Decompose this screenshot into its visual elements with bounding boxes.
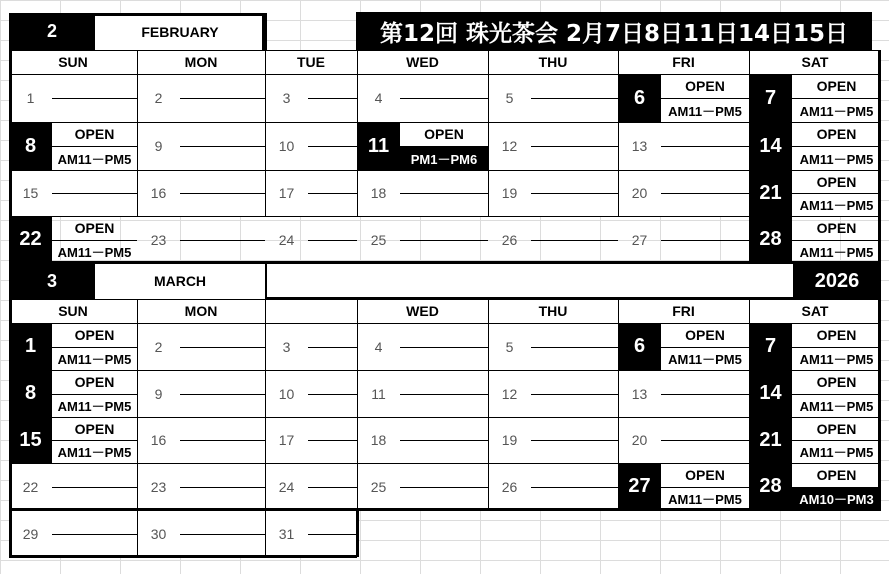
feb-weekday-5: FRI	[672, 54, 695, 70]
mar-day-21-number: 21	[759, 428, 782, 451]
feb-month-number: 2	[46, 21, 57, 41]
mar-day-14-number: 14	[759, 382, 782, 404]
feb-weekday-6: SAT	[801, 54, 829, 70]
mar-weekday-top-line	[9, 299, 881, 300]
mar-day-3-split	[308, 347, 357, 348]
feb-day-8-number: 8	[24, 134, 37, 157]
mar-day-30-number: 30	[150, 525, 167, 542]
feb-day-9-split	[180, 146, 265, 147]
mar-last-row-col-line-1	[137, 510, 138, 557]
mar-col-line-4	[488, 299, 489, 510]
feb-day-1-split	[52, 98, 137, 99]
mar-day-22-split	[52, 487, 137, 488]
mar-day-21-hours: AM11－PM5	[799, 445, 874, 460]
mar-header-blank	[265, 263, 793, 299]
mar-day-14-open-label: OPEN	[816, 374, 857, 390]
mar-col-line-1	[137, 299, 138, 510]
mar-last-row-outline-right	[356, 510, 359, 557]
feb-day-6-hours: AM11－PM5	[668, 103, 742, 119]
feb-day-8-hours: AM11－PM5	[57, 151, 132, 167]
mar-day-29-split	[52, 534, 137, 535]
feb-day-22-number: 22	[19, 228, 42, 250]
feb-header-divider	[264, 13, 267, 50]
mar-day-20-split	[661, 440, 749, 441]
feb-day-4-split	[400, 98, 488, 99]
feb-day-21-split	[792, 193, 881, 194]
mar-day-23-number: 23	[150, 478, 167, 495]
feb-day-27-number: 27	[631, 231, 648, 248]
mar-day-18-split	[400, 440, 488, 441]
mar-day-6-hours: AM11－PM5	[668, 352, 742, 367]
feb-day-20-number: 20	[631, 185, 648, 201]
feb-day-18-number: 18	[370, 185, 387, 201]
feb-day-19-number: 19	[501, 185, 518, 201]
feb-day-15-split	[52, 193, 137, 194]
feb-day-28-number: 28	[759, 228, 782, 250]
feb-day-16-split	[180, 193, 265, 194]
mar-day-7-split	[792, 347, 881, 348]
year-label: 2026	[814, 269, 860, 292]
mar-weekday-2	[265, 299, 357, 323]
feb-day-4-number: 4	[374, 90, 383, 106]
feb-day-22-open-label: OPEN	[74, 220, 115, 236]
mar-day-7-hours: AM11－PM5	[799, 352, 874, 367]
mar-day-20-number: 20	[631, 432, 648, 448]
feb-day-21-number: 21	[759, 181, 782, 204]
feb-day-13-split	[661, 146, 749, 147]
mar-last-row-outline-bottom	[9, 555, 357, 558]
mar-col-line-2	[265, 299, 266, 510]
feb-col-line-4	[488, 50, 489, 216]
feb-day-14-open-label: OPEN	[816, 126, 857, 142]
mar-day-8-split	[52, 394, 137, 395]
mar-day-24-split	[308, 487, 357, 488]
feb-day-1-number: 1	[26, 90, 35, 106]
mar-col-line-6	[749, 299, 750, 510]
mar-outline-right	[878, 299, 881, 510]
feb-day-25-number: 25	[370, 231, 387, 248]
mar-day-24-number: 24	[278, 478, 295, 495]
mar-day-15-open-label: OPEN	[74, 420, 115, 437]
feb-day-14-hours: AM11－PM5	[799, 151, 874, 167]
mar-day-7-number: 7	[764, 335, 777, 357]
mar-day-6-split	[661, 347, 749, 348]
mar-day-31-number: 31	[278, 525, 295, 542]
feb-day-2-split	[180, 98, 265, 99]
mar-day-15-number: 15	[19, 428, 42, 451]
mar-day-27-open-label: OPEN	[685, 467, 725, 483]
feb-day-8-split	[52, 146, 137, 147]
mar-day-9-split	[180, 394, 265, 395]
mar-day-15-hours: AM11－PM5	[57, 445, 132, 460]
feb-month-name: FEBRUARY	[141, 23, 219, 40]
feb-day-28-hours: AM11－PM5	[799, 245, 874, 260]
mar-day-5-number: 5	[505, 338, 514, 355]
mar-day-17-number: 17	[278, 432, 295, 448]
feb-day-18-split	[400, 193, 488, 194]
mar-day-9-number: 9	[154, 385, 163, 402]
mar-weekday-1: MON	[184, 303, 218, 319]
mar-day-21-split	[792, 440, 881, 441]
mar-weekday-5: FRI	[672, 303, 695, 319]
mar-day-28-hours: AM10－PM3	[799, 492, 874, 507]
feb-day-21-hours: AM11－PM5	[799, 198, 874, 213]
mar-outline-left	[9, 299, 12, 557]
mar-day-8-number: 8	[24, 382, 37, 404]
feb-col-line-1	[137, 50, 138, 216]
mar-day-29-number: 29	[22, 525, 39, 542]
mar-day-8-open-label: OPEN	[74, 374, 115, 390]
feb-day-15-number: 15	[22, 185, 39, 201]
feb-day-11-open-label: OPEN	[424, 126, 464, 142]
mar-month-name: MARCH	[153, 273, 207, 289]
feb-day-25-split	[400, 240, 488, 241]
mar-col-line-3	[357, 299, 358, 510]
feb-weekday-1: MON	[184, 54, 218, 70]
mar-day-19-number: 19	[501, 432, 518, 448]
feb-day-12-number: 12	[501, 138, 518, 154]
mar-weekday-3: WED	[406, 303, 439, 319]
mar-day-11-split	[400, 394, 488, 395]
mar-day-4-number: 4	[374, 338, 383, 355]
feb-weekday-2: TUE	[297, 54, 325, 70]
feb-day-26-number: 26	[501, 231, 518, 248]
mar-outline-bottom	[9, 508, 881, 511]
feb-day-19-split	[531, 193, 618, 194]
mar-day-1-split	[52, 347, 137, 348]
feb-day-11-hours: PM1－PM6	[410, 151, 478, 167]
feb-day-9-number: 9	[154, 138, 163, 154]
feb-weekday-4: THU	[538, 54, 568, 70]
mar-day-27-split	[661, 487, 749, 488]
feb-day-3-number: 3	[282, 90, 291, 106]
mar-day-30-split	[180, 534, 265, 535]
feb-day-17-number: 17	[278, 185, 295, 201]
mar-day-2-number: 2	[154, 338, 163, 355]
mar-day-1-number: 1	[24, 335, 37, 357]
mar-last-row-col-line-2	[265, 510, 266, 557]
feb-day-21-open-label: OPEN	[816, 173, 857, 190]
mar-day-16-number: 16	[150, 432, 167, 448]
title-text: 第12回 珠光茶会 2月7日8日11日14日15日	[379, 20, 849, 47]
mar-day-7-open-label: OPEN	[816, 327, 857, 343]
mar-day-8-hours: AM11－PM5	[57, 399, 132, 414]
feb-day-20-split	[661, 193, 749, 194]
mar-day-27-hours: AM11－PM5	[668, 492, 742, 507]
feb-day-7-number: 7	[764, 86, 777, 109]
feb-day-14-number: 14	[759, 134, 782, 157]
mar-day-22-number: 22	[22, 478, 39, 495]
mar-day-6-number: 6	[633, 335, 646, 357]
feb-day-24-number: 24	[278, 231, 295, 248]
feb-day-10-number: 10	[278, 138, 295, 154]
feb-outline-right	[878, 50, 881, 263]
feb-weekday-3: WED	[406, 54, 439, 70]
mar-day-15-split	[52, 440, 137, 441]
feb-col-line-2	[265, 50, 266, 216]
mar-day-14-hours: AM11－PM5	[799, 399, 874, 414]
feb-day-5-split	[531, 98, 618, 99]
feb-day-10-split	[308, 146, 357, 147]
feb-day-13-number: 13	[631, 138, 648, 154]
feb-day-5-number: 5	[505, 90, 514, 106]
mar-day-2-split	[180, 347, 265, 348]
mar-day-19-split	[531, 440, 618, 441]
feb-day-22-split	[52, 240, 137, 241]
mar-day-25-split	[400, 487, 488, 488]
mar-day-26-split	[531, 487, 618, 488]
mar-day-13-number: 13	[631, 385, 648, 402]
mar-month-number: 3	[46, 270, 57, 291]
mar-weekday-0: SUN	[58, 303, 88, 319]
mar-day-28-split	[792, 487, 881, 488]
mar-day-21-open-label: OPEN	[816, 420, 857, 437]
mar-day-4-split	[400, 347, 488, 348]
mar-col-line-5	[618, 299, 619, 510]
feb-col-line-3	[357, 50, 358, 216]
feb-col-line-6	[749, 50, 750, 216]
feb-day-14-split	[792, 146, 881, 147]
feb-col-line-5	[618, 50, 619, 216]
feb-day-7-split	[792, 98, 881, 99]
mar-day-11-number: 11	[371, 385, 386, 402]
feb-day-6-open-label: OPEN	[685, 78, 725, 94]
mar-day-23-split	[180, 487, 265, 488]
feb-day-8-open-label: OPEN	[74, 126, 115, 142]
mar-day-5-split	[531, 347, 618, 348]
mar-day-1-hours: AM11－PM5	[57, 352, 132, 367]
feb-outline-bottom	[9, 261, 881, 264]
feb-weekday-0: SUN	[58, 54, 88, 70]
mar-day-6-open-label: OPEN	[685, 327, 725, 343]
mar-day-26-number: 26	[501, 478, 518, 495]
mar-day-3-number: 3	[282, 338, 291, 355]
mar-weekday-4: THU	[538, 303, 568, 319]
mar-day-16-split	[180, 440, 265, 441]
feb-day-27-split	[661, 240, 749, 241]
mar-day-12-split	[531, 394, 618, 395]
mar-day-13-split	[661, 394, 749, 395]
mar-day-17-split	[308, 440, 357, 441]
mar-day-14-split	[792, 394, 881, 395]
mar-day-12-number: 12	[501, 385, 518, 402]
feb-day-11-split	[400, 146, 488, 147]
feb-day-12-split	[531, 146, 618, 147]
mar-day-28-open-label: OPEN	[816, 467, 857, 483]
mar-day-31-split	[308, 534, 357, 535]
mar-day-1-open-label: OPEN	[74, 327, 115, 343]
mar-weekday-6: SAT	[801, 303, 829, 319]
mar-day-25-number: 25	[370, 478, 387, 495]
feb-day-24-split	[308, 240, 357, 241]
feb-day-6-split	[661, 98, 749, 99]
feb-day-26-split	[531, 240, 618, 241]
feb-day-17-split	[308, 193, 357, 194]
mar-day-18-number: 18	[370, 432, 387, 448]
feb-day-16-number: 16	[150, 185, 167, 201]
feb-day-28-open-label: OPEN	[816, 220, 857, 236]
feb-outline-left	[9, 50, 12, 263]
feb-day-11-number: 11	[367, 134, 390, 157]
feb-day-3-split	[308, 98, 357, 99]
feb-weekday-top-line	[9, 50, 881, 51]
feb-day-28-split	[792, 240, 881, 241]
feb-day-22-hours: AM11－PM5	[57, 245, 132, 260]
feb-day-23-split	[180, 240, 265, 241]
feb-day-2-number: 2	[154, 90, 163, 106]
mar-day-10-split	[308, 394, 357, 395]
mar-day-27-number: 27	[628, 475, 651, 497]
mar-day-28-number: 28	[759, 475, 782, 497]
feb-day-23-number: 23	[150, 231, 167, 248]
feb-day-7-hours: AM11－PM5	[799, 103, 874, 119]
mar-day-10-number: 10	[278, 385, 295, 402]
feb-day-7-open-label: OPEN	[816, 78, 857, 94]
feb-day-6-number: 6	[633, 86, 646, 109]
